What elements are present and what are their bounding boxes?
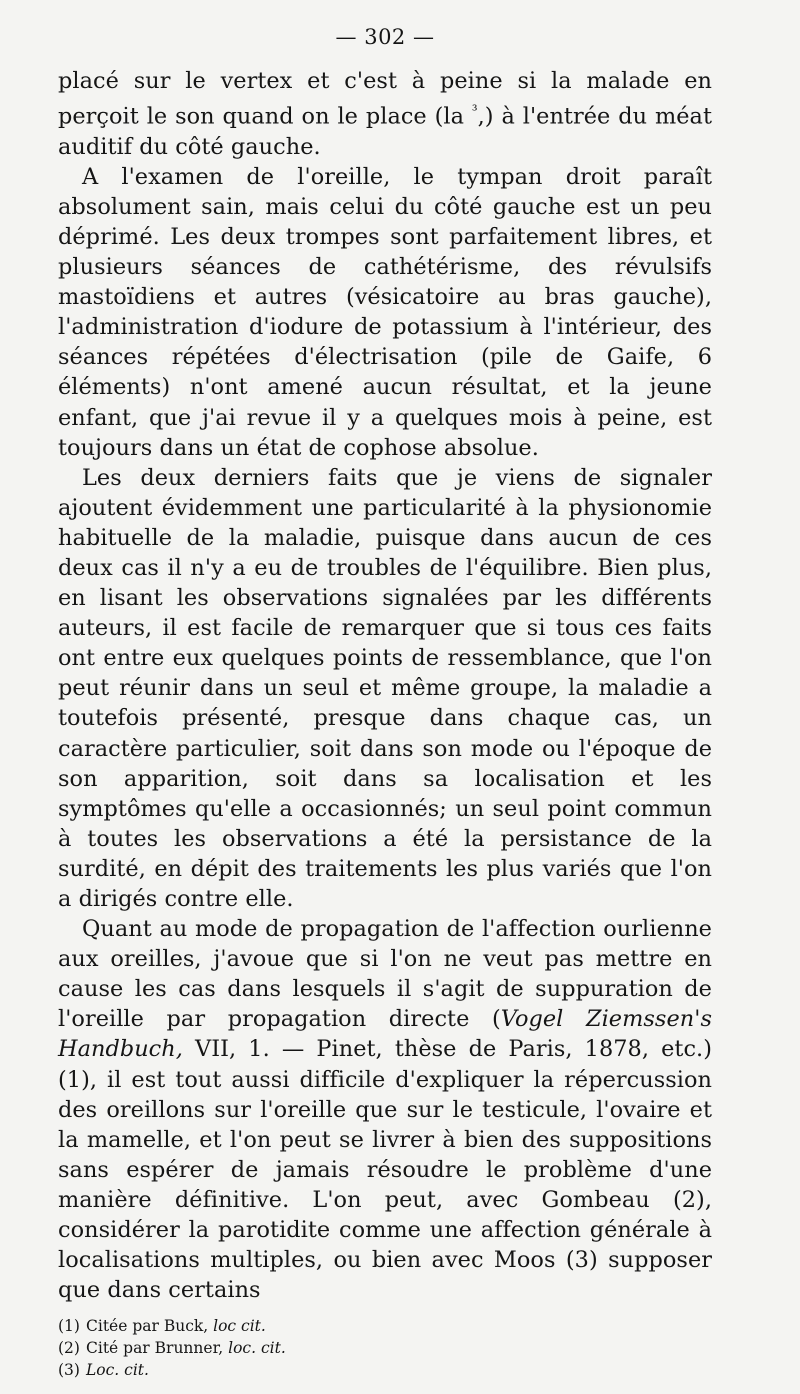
text-segment: A l'examen de l'oreille, le tympan droit paraît absolument sain, mais celui du côté gauche est un peu déprimé. Les deux trompes sont parfaitement libres, et plusieurs séances de cathétérisme, des révulsifs mastoïdiens et autres (vésicatoire au bras gauche), l'administration d'iodure de potassium à l'intérieur, des séances répétées d'électrisation (pile de Gaife, 6 éléments) n'ont amené aucun résultat, et la jeune enfant, que j'ai revue il y a quelques mois à peine, est toujours dans un état de cophose absolue. (58, 163, 712, 461)
page-number: — 302 — (335, 25, 435, 49)
footnote-marker: (3) (58, 1361, 80, 1380)
paragraph (58, 914, 712, 1305)
book-page (58, 22, 712, 1381)
paragraph (58, 162, 712, 463)
text-segment: Citée par Buck, (86, 1317, 214, 1336)
footnote-marker: (2) (58, 1339, 80, 1358)
footnotes (58, 1315, 712, 1381)
text-segment: placé sur le vertex et c'est à peine si la malade en perçoit le son quand on le place (la (58, 68, 712, 130)
footnote (58, 1315, 712, 1337)
paragraph (58, 463, 712, 914)
text-segment: Cité par Brunner, (86, 1339, 229, 1358)
footnote (58, 1359, 712, 1381)
italic-text: loc cit. (213, 1317, 266, 1336)
text-segment: VII, 1. — Pinet, thèse de Paris, 1878, etc.) (1), il est tout aussi difficile d'expliquer la répercussion des oreillons sur l'oreille que sur le testicule, l'ovaire et la mamelle, et l'on peut se livrer à bien des suppositions sans espérer de jamais résoudre le problème d'une manière définitive. L'on peut, avec Gombeau (2), considérer la parotidite comme une affection générale à localisations multiples, ou bien avec Moos (3) supposer que dans certains (58, 1036, 712, 1304)
text-segment: ,) à l'entrée du méat auditif du côté gauche. (58, 103, 712, 160)
text-segment: Quant au mode de propagation de l'affection ourlienne aux oreilles, j'avoue que si l'on ne veut pas mettre en cause les cas dans lesquels il s'agit de suppuration de l'oreille par propagation directe ( (58, 916, 712, 1033)
text-segment: Les deux derniers faits que je viens de signaler ajoutent évidemment une particularité à la physionomie habituelle de la maladie, puisque dans aucun de ces deux cas il n'y a eu de troubles de l'équilibre. Bien plus, en lisant les observations signalées par les différents auteurs, il est facile de remarquer que si tous ces faits ont entre eux quelques points de ressemblance, que l'on peut réunir dans un seul et même groupe, la maladie a toutefois présenté, presque dans chaque cas, un caractère particulier, soit dans son mode ou l'époque de son apparition, soit dans sa localisation et les symptômes qu'elle a occasionnés; un seul point commun à toutes les observations a été la persistance de la surdité, en dépit des traitements les plus variés que l'on a dirigés contre elle. (58, 464, 712, 912)
superscript-text: ³ (471, 103, 478, 120)
paragraph (58, 66, 712, 162)
footnote-marker: (1) (58, 1317, 80, 1336)
italic-text: Loc. cit. (86, 1361, 149, 1380)
italic-text: Vogel Ziemssen's Handbuch, (58, 1006, 712, 1063)
body-text (58, 66, 712, 1305)
italic-text: loc. cit. (228, 1339, 286, 1358)
footnote (58, 1337, 712, 1359)
